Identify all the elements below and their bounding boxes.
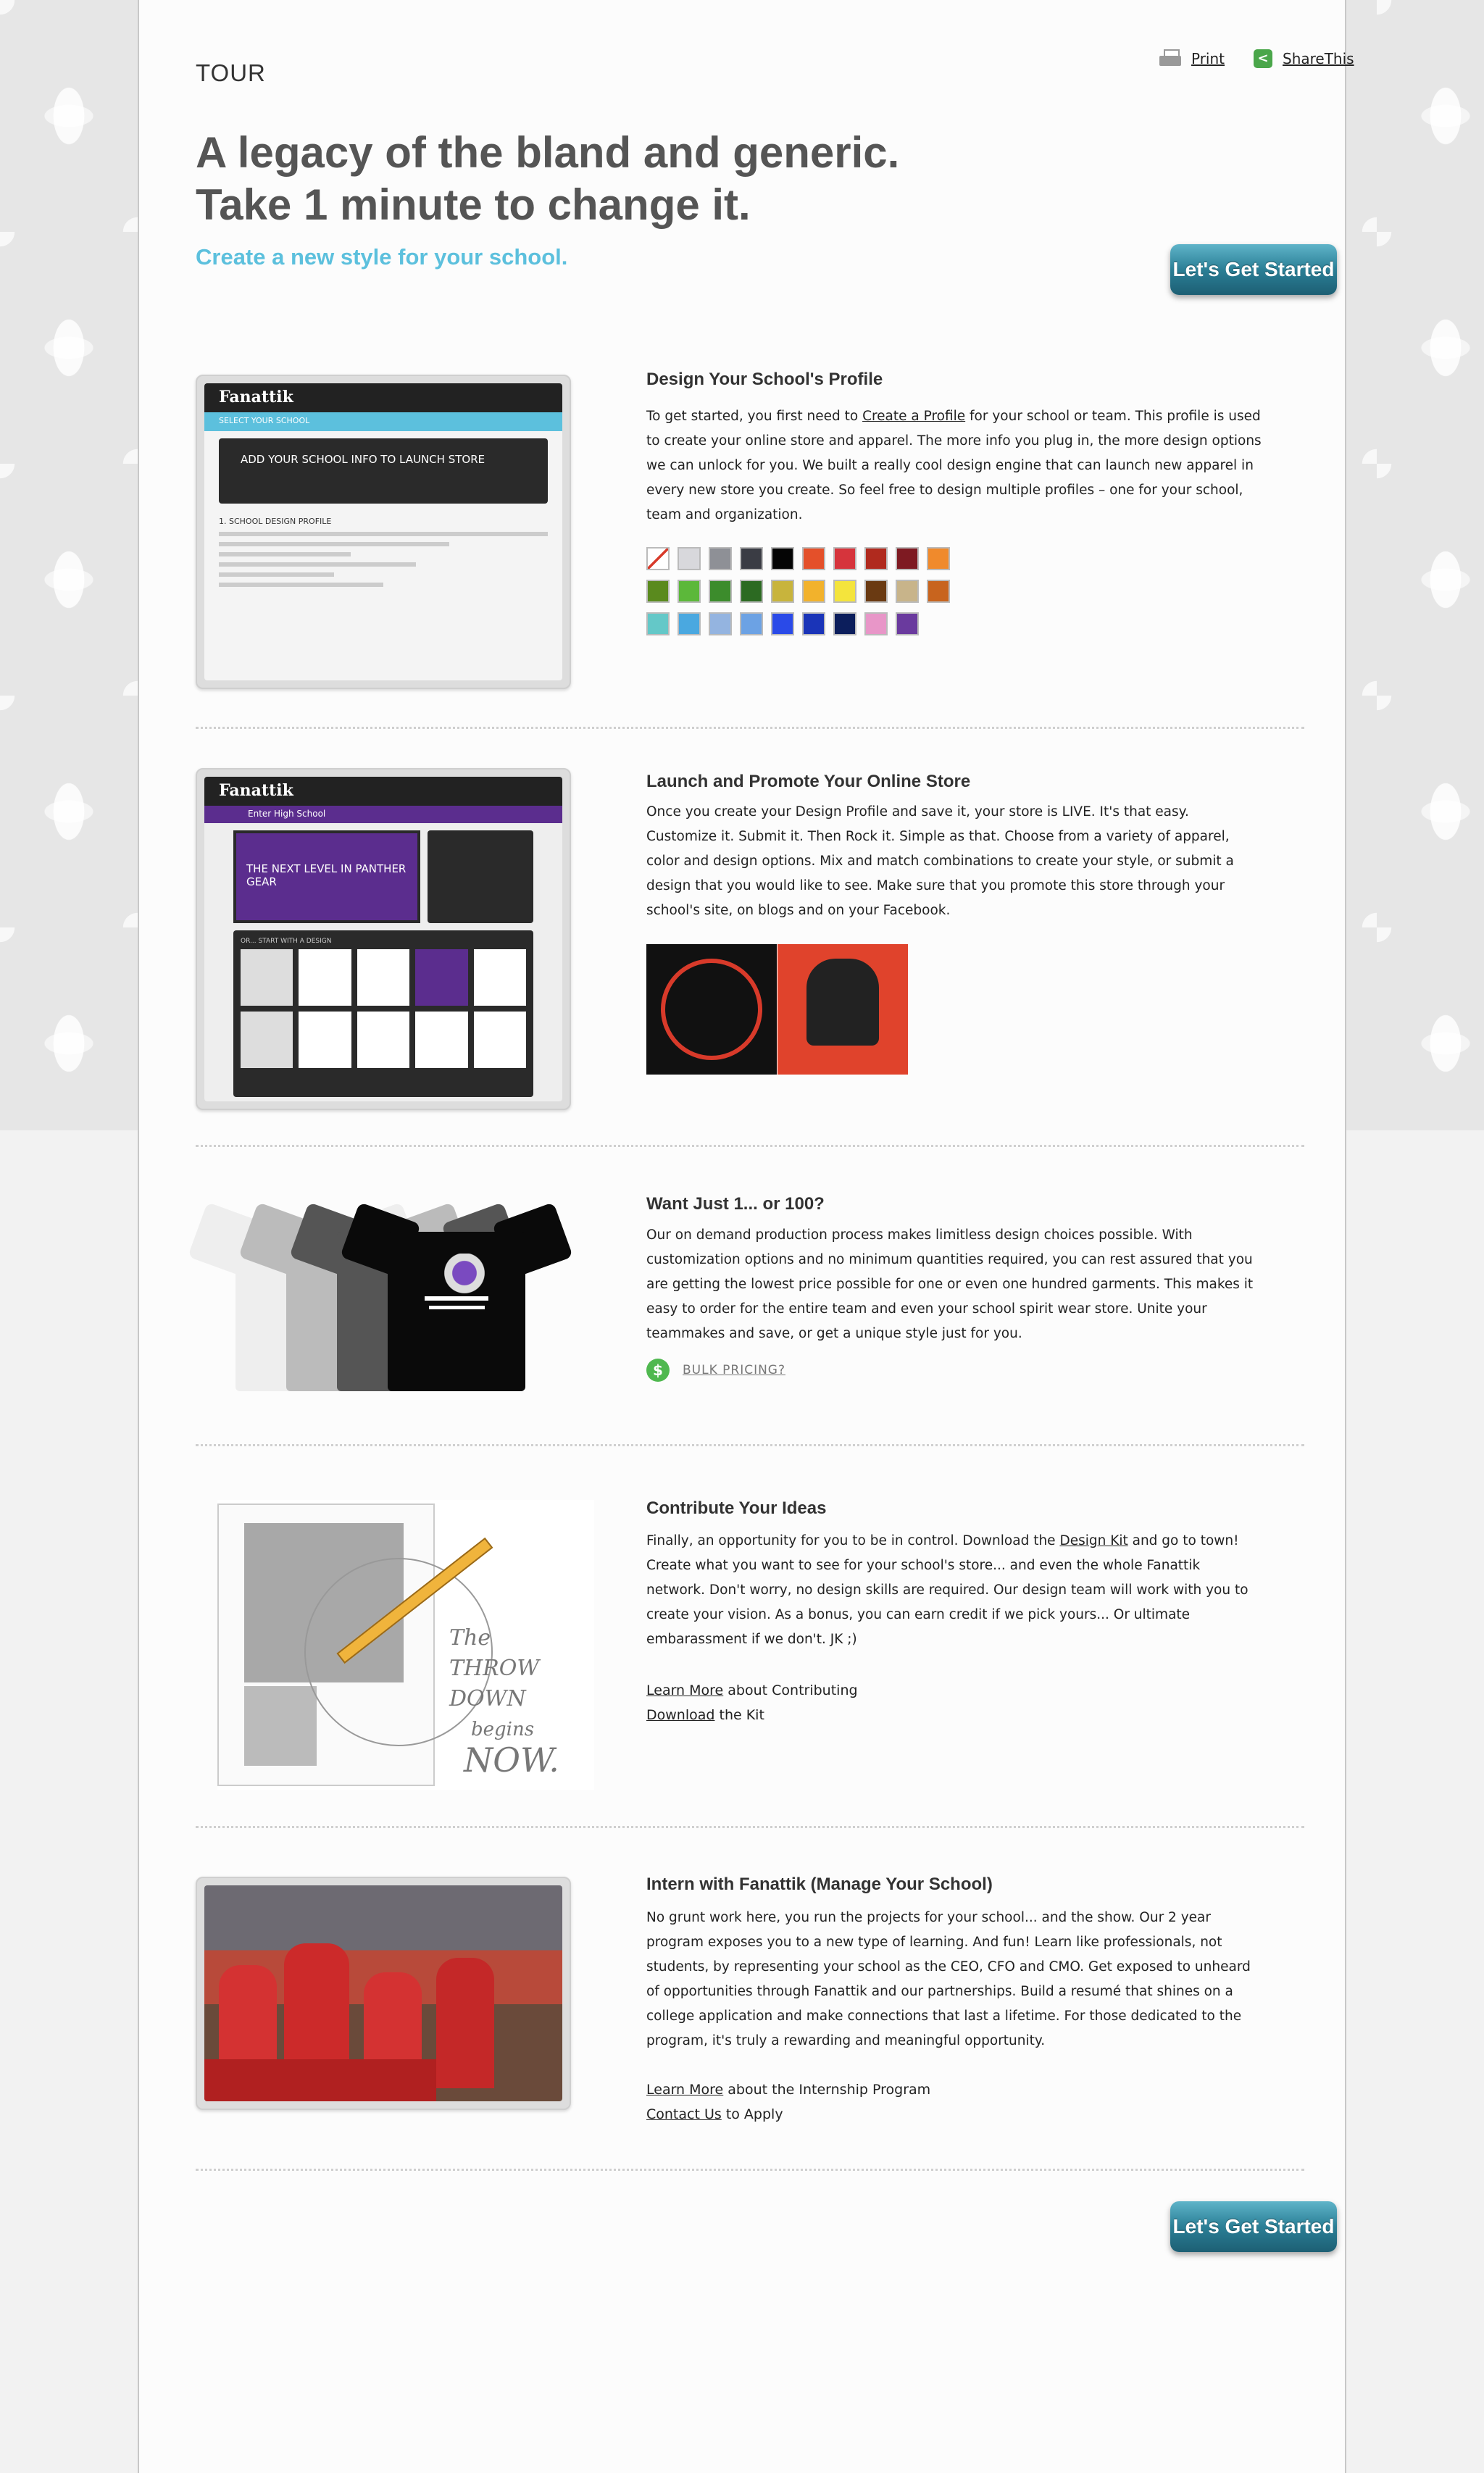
mock-blue-bar: SELECT YOUR SCHOOL <box>204 412 562 431</box>
design-tile <box>415 949 467 1006</box>
dollar-icon: $ <box>646 1359 670 1382</box>
get-started-button-top[interactable]: Let's Get Started <box>1170 244 1337 295</box>
link-rest: about the Internship Program <box>723 2082 931 2098</box>
sketch-text-line: The <box>449 1625 491 1651</box>
text-part: for your school or team. This profile is used to create your online store and apparel. The more info you plug in, the more design options we can unlock for you. We built a really cool design engine that can launch new apparel in every new store you create. So feel free to design multiple profiles – one for your school, team and organization. <box>646 409 1262 522</box>
section-divider <box>196 727 1304 729</box>
headline-line-1: A legacy of the bland and generic. <box>196 128 900 177</box>
section-title-intern: Intern with Fanattik (Manage Your School) <box>646 1874 993 1894</box>
color-swatch[interactable] <box>646 580 670 603</box>
photo-scene <box>204 1885 562 2101</box>
color-swatch[interactable] <box>927 580 950 603</box>
promo-ring <box>661 959 762 1060</box>
link-rest: the Kit <box>714 1707 764 1723</box>
color-swatch[interactable] <box>896 612 919 635</box>
mock-body <box>204 431 562 600</box>
mock-body <box>204 823 562 1101</box>
mock-tiles <box>241 949 526 1068</box>
text-part: and go to town! Create what you want to see for your school's store... and even the whole Fanattik network. Don't worry, no design skills are required. Our design team will work with you to create your vision. As a bonus, you can earn credit if we pick yours... Or ultimate embarassment if we don't. JK ;) <box>646 1533 1249 1647</box>
contribute-link-line <box>646 1682 858 1698</box>
design-kit-sketch <box>217 1500 594 1790</box>
headline-line-2: Take 1 minute to change it. <box>196 180 751 229</box>
section-divider <box>196 1826 1304 1828</box>
link-rest: to Apply <box>721 2106 783 2122</box>
mock-line <box>219 562 416 567</box>
design-tile <box>241 949 293 1006</box>
sketch-text-line: THROW DOWN <box>449 1656 540 1711</box>
share-label: ShareThis <box>1283 50 1354 67</box>
color-swatch[interactable] <box>802 612 825 635</box>
create-profile-link[interactable]: Create a Profile <box>862 409 966 424</box>
mock-row <box>233 830 533 923</box>
promo-image-red <box>778 944 908 1075</box>
sheet-photo-small <box>244 1686 317 1766</box>
section-divider <box>196 1444 1304 1446</box>
color-swatch[interactable] <box>678 580 701 603</box>
print-link[interactable] <box>1159 49 1225 68</box>
design-tile <box>357 1012 409 1068</box>
mock-header: Fanattik <box>204 777 562 806</box>
text-part: Finally, an opportunity for you to be in control. Download the <box>646 1533 1060 1548</box>
learn-more-contributing-link[interactable]: Learn More <box>646 1682 724 1698</box>
sketch-text-line: begins <box>471 1719 535 1740</box>
mock-purple-bar: Enter High School <box>204 806 562 823</box>
contact-us-link[interactable]: Contact Us <box>646 2106 722 2122</box>
color-swatch[interactable] <box>864 547 888 570</box>
design-tile <box>241 1012 293 1068</box>
person <box>436 1958 494 2088</box>
section-text-ideas <box>646 1529 1262 1652</box>
mock-header: Fanattik <box>204 383 562 412</box>
color-swatch[interactable] <box>678 547 701 570</box>
color-swatch[interactable] <box>833 612 856 635</box>
tshirts-image <box>196 1196 572 1406</box>
screenshot-mock <box>204 777 562 1101</box>
contact-link-line <box>646 2106 783 2122</box>
sketch-text <box>449 1623 594 1780</box>
color-swatch[interactable] <box>709 580 732 603</box>
section-text-profile <box>646 404 1262 527</box>
color-swatch[interactable] <box>927 547 950 570</box>
mock-line <box>219 532 548 536</box>
person <box>219 1965 277 2074</box>
share-link[interactable] <box>1254 49 1354 68</box>
color-swatch[interactable] <box>646 612 670 635</box>
mock-line <box>219 552 351 556</box>
design-tile <box>357 949 409 1006</box>
intern-link-line <box>646 2082 930 2098</box>
mock-design-grid <box>233 930 533 1097</box>
mock-section-label: 1. SCHOOL DESIGN PROFILE <box>219 517 332 526</box>
design-profile-screenshot <box>196 375 571 689</box>
promo-character <box>806 959 879 1046</box>
screenshot-mock <box>204 383 562 680</box>
shirt-graphic <box>417 1254 496 1319</box>
mock-line <box>219 572 334 577</box>
color-swatch[interactable] <box>896 547 919 570</box>
section-divider <box>196 1145 1304 1147</box>
printer-icon <box>1159 49 1181 68</box>
store-screenshot <box>196 768 571 1110</box>
section-title-profile: Design Your School's Profile <box>646 370 883 389</box>
color-swatch[interactable] <box>802 547 825 570</box>
section-title-store: Launch and Promote Your Online Store <box>646 772 971 791</box>
color-swatch[interactable] <box>833 547 856 570</box>
color-swatch[interactable] <box>678 612 701 635</box>
download-link-line <box>646 1707 764 1723</box>
headline <box>196 127 899 231</box>
mock-line <box>219 583 383 587</box>
learn-more-internship-link[interactable]: Learn More <box>646 2082 724 2098</box>
bulk-pricing-label: BULK PRICING? <box>683 1363 786 1377</box>
mock-promo: THE NEXT LEVEL IN PANTHER GEAR <box>233 830 420 923</box>
mock-line <box>219 542 449 546</box>
mock-promo: ADD YOUR SCHOOL INFO TO LAUNCH STORE <box>219 438 548 504</box>
bulk-pricing-link[interactable] <box>646 1359 785 1382</box>
color-swatch[interactable] <box>771 547 794 570</box>
color-swatch[interactable] <box>896 580 919 603</box>
section-text-intern: No grunt work here, you run the projects for your school... and the show. Our 2 year program exposes you to a new type of learning. And fun! Learn like professionals, not students, by representing your school as the CEO, CFO and CMO. Get exposed to unheard of opportunities through Fanattik and our partnerships. Build a resumé that shines on a college application and make connections that last a lifetime. For those dedicated to the program, it's truly a rewarding and meaningful opportunity. <box>646 1910 1251 2048</box>
design-tile <box>299 1012 351 1068</box>
share-icon: < <box>1254 49 1272 68</box>
section-text-quantity: Our on demand production process makes limitless design choices possible. With customization options and no minimum quantities required, you can rest assured that you are getting the lowest price possible for one or even one hundred garments. This makes it easy to order for the entire team and even your school spirit wear store. Unite your teammakes and save, or get a unique style just for you. <box>646 1227 1254 1341</box>
sketch-text-line: NOW. <box>464 1740 559 1780</box>
page-container <box>138 0 1354 2473</box>
print-label: Print <box>1191 50 1225 67</box>
page-title: TOUR <box>196 59 266 86</box>
color-swatch[interactable] <box>709 612 732 635</box>
color-swatch[interactable] <box>864 580 888 603</box>
color-swatch[interactable] <box>740 580 763 603</box>
get-started-button-bottom[interactable]: Let's Get Started <box>1170 2201 1337 2252</box>
section-text-store: Once you create your Design Profile and save it, your store is LIVE. It's that easy. Customize it. Submit it. Then Rock it. Simple as that. Choose from a variety of apparel, color and design options. Mix and match combinations to create your style, or submit a design that you would like to see. Make sure that you promote this store through your school's site, on blogs and on your Facebook. <box>646 804 1234 918</box>
design-tile <box>474 949 526 1006</box>
section-title-quantity: Want Just 1... or 100? <box>646 1194 825 1214</box>
mock-grid-label: OR... START WITH A DESIGN <box>241 938 332 945</box>
link-rest: about Contributing <box>723 1682 858 1698</box>
mock-side-box <box>428 830 533 923</box>
table-shirts <box>204 2059 436 2101</box>
color-swatch[interactable] <box>802 580 825 603</box>
color-swatch[interactable] <box>864 612 888 635</box>
text-part: To get started, you first need to <box>646 409 863 424</box>
section-divider <box>196 2169 1304 2171</box>
promo-image-black <box>646 944 777 1075</box>
subheadline: Create a new style for your school. <box>196 244 568 270</box>
color-swatch[interactable] <box>771 612 794 635</box>
download-kit-link[interactable]: Download <box>646 1707 715 1723</box>
design-tile <box>299 949 351 1006</box>
color-swatch[interactable] <box>740 547 763 570</box>
color-swatch-grid <box>646 547 950 635</box>
color-swatch[interactable] <box>833 580 856 603</box>
design-tile <box>474 1012 526 1068</box>
design-tile <box>415 1012 467 1068</box>
color-swatch[interactable] <box>771 580 794 603</box>
design-kit-link[interactable]: Design Kit <box>1059 1533 1128 1548</box>
color-swatch[interactable] <box>740 612 763 635</box>
color-swatch-none[interactable] <box>646 547 670 570</box>
color-swatch[interactable] <box>709 547 732 570</box>
section-title-ideas: Contribute Your Ideas <box>646 1498 827 1518</box>
tshirt-black <box>348 1203 565 1391</box>
intern-photo <box>196 1877 571 2110</box>
